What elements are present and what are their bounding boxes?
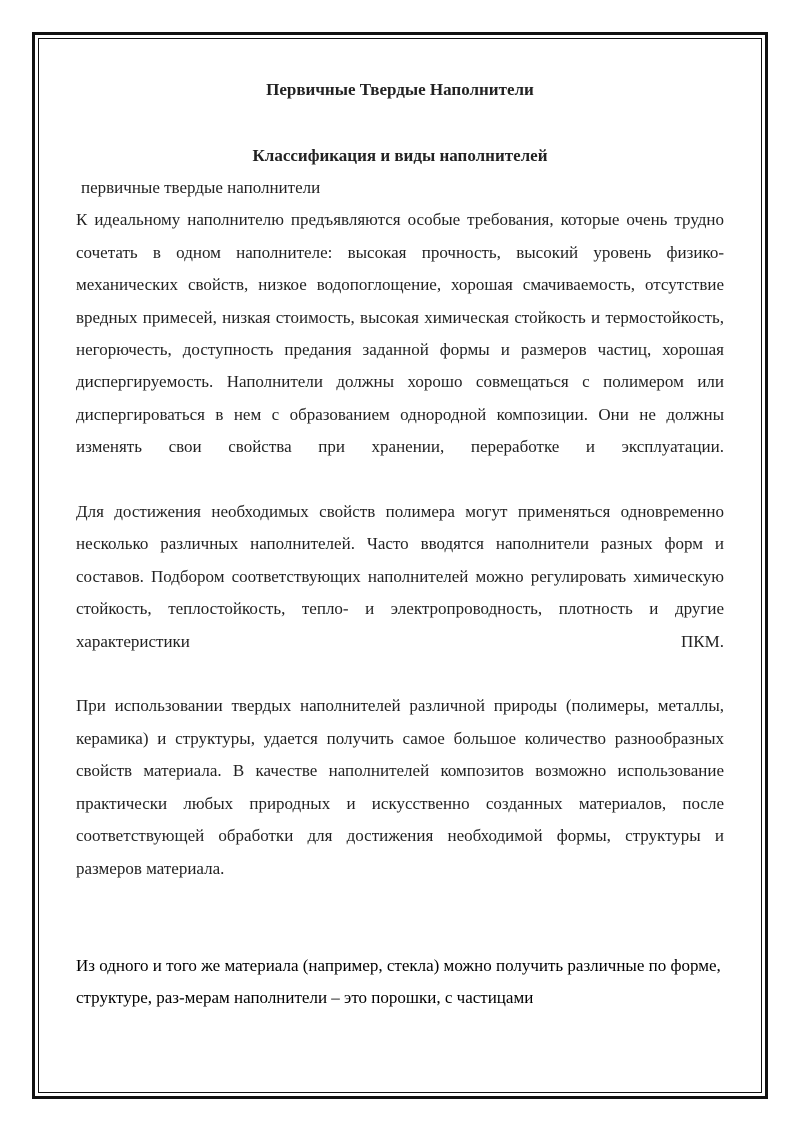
paragraph-glass-example: Из одного и того же материала (например, стекла) можно получить различные по форме, структуре, раз-мерам наполнители – это порошки, с частицами [76, 955, 721, 1008]
paragraph-requirements: К идеальному наполнителю предъявляются особые требования, которые очень трудно сочетать в одном наполнителе: высокая прочность, высокий уровень физико-механических свойств, низкое водопоглощение, хорошая смачиваемость, отсутствие вредных примесей, низкая стоимость, высокая химическая стойкость и термостойкость, негорючесть, доступность предания заданной формы и размеров частиц, хорошая диспергируемость. Наполнители должны хорошо совмещаться с полимером или диспергироваться в нем с образованием однородной композиции. Они не должны изменять свои свойства при хранении, переработке и эксплуатации. [76, 210, 724, 457]
section-heading: Классификация и виды наполнителей [252, 146, 548, 165]
paragraph-spacer [76, 885, 724, 950]
paragraph-spacer [76, 464, 724, 496]
lead-line: первичные твердые наполнители [81, 178, 321, 197]
document-body [76, 74, 724, 1015]
paragraph-multiple-fillers: Для достижения необходимых свойств полимера могут применяться одновременно несколько различных наполнителей. Часто вводятся наполнители разных форм и составов. Подбором соответствующих наполнителей можно регулировать химическую стойкость, теплостойкость, тепло- и электропроводность, плотность и другие характеристики ПКМ. [76, 502, 724, 651]
document-title: Первичные Твердые Наполнители [266, 80, 534, 99]
paragraph-solid-fillers: При использовании твердых наполнителей различной природы (полимеры, металлы, керамика) и структуры, удается получить самое большое количество разнообразных свойств материала. В качестве наполнителей композитов возможно использование практически любых природных и искусственно созданных материалов, после соответствующей обработки для достижения необходимой формы, структуры и размеров материала. [76, 696, 724, 878]
paragraph-spacer [76, 658, 724, 690]
